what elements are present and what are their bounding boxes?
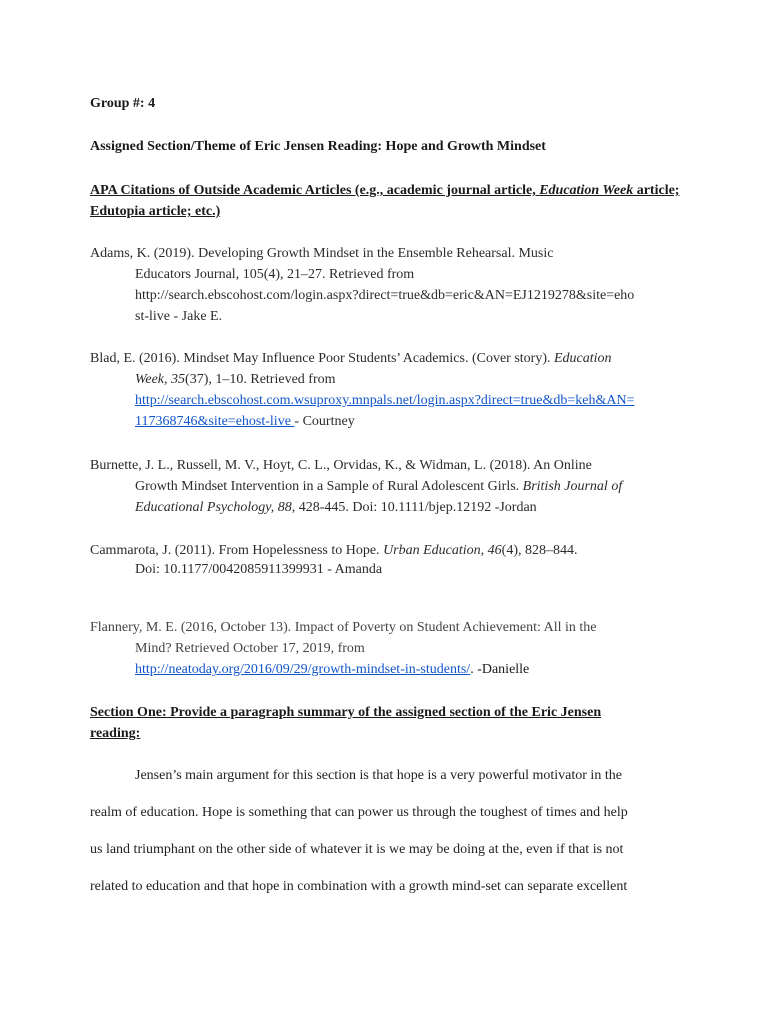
- citation-line: Flannery, M. E. (2016, October 13). Impact of Poverty on Student Achievement: All in the: [90, 620, 597, 635]
- citation-flannery: Flannery, M. E. (2016, October 13). Impact of Poverty on Student Achievement: All in the Mind? Retrieved October 17, 2019, from http://neatoday.org/2016/09/29/growth-mindset-in-students/. -Danielle: [90, 617, 680, 680]
- citation-line: Mind? Retrieved October 17, 2019, from: [135, 641, 365, 656]
- citation-line: Educators Journal, 105(4), 21–27. Retrieved from: [135, 267, 415, 282]
- citation-blad: Blad, E. (2016). Mindset May Influence Poor Students’ Academics. (Cover story). Education Week, 35(37), 1–10. Retrieved from http://search.ebscohost.com.wsuproxy.mnpals.net/login.aspx?direct=true&db=keh&AN= 117368746&site=ehost-live - Courtney: [90, 351, 635, 429]
- citation-line: st-live - Jake E.: [135, 309, 223, 324]
- citation-line: Adams, K. (2019). Developing Growth Mindset in the Ensemble Rehearsal. Music: [90, 246, 554, 261]
- flannery-link[interactable]: http://neatoday.org/2016/09/29/growth-mindset-in-students/: [135, 662, 471, 677]
- summary-paragraph: Jensen’s main argument for this section is that hope is a very powerful motivator in the realm of education. Hope is something that can power us through the toughest of times and help us land triumphant on the other side of whatever it is we may be doing at the, even if that is not related to education and that hope in combination with a growth mind-set can separate excellent: [90, 768, 628, 894]
- section-one-heading: Section One: Provide a paragraph summary of the assigned section of the Eric Jensen reading:: [90, 705, 602, 741]
- blad-link[interactable]: http://search.ebscohost.com.wsuproxy.mnpals.net/login.aspx?direct=true&db=keh&AN=: [135, 393, 635, 408]
- group-number: Group #: 4: [90, 96, 156, 111]
- citation-line: Doi: 10.1177/0042085911399931 - Amanda: [135, 562, 383, 577]
- citation-line: Burnette, J. L., Russell, M. V., Hoyt, C. L., Orvidas, K., & Widman, L. (2018). An Online: [90, 458, 592, 473]
- citation-burnette: Burnette, J. L., Russell, M. V., Hoyt, C. L., Orvidas, K., & Widman, L. (2018). An Online Growth Mindset Intervention in a Sample of Rural Adolescent Girls. British Journal of Educational Psychology, 88, 428-445. Doi: 10.1111/bjep.12192 -Jordan: [90, 455, 680, 518]
- assigned-theme: Assigned Section/Theme of Eric Jensen Reading: Hope and Growth Mindset: [90, 139, 546, 154]
- blad-link-continued[interactable]: 117368746&site=ehost-live: [135, 414, 295, 429]
- citation-adams: [90, 243, 680, 327]
- apa-heading: APA Citations of Outside Academic Articles (e.g., academic journal article, Education Week article; Edutopia article; etc.): [90, 183, 680, 219]
- citation-url: http://search.ebscohost.com/login.aspx?direct=true&db=eric&AN=EJ1219278&site=eho: [135, 288, 635, 303]
- citation-cammarota: Cammarota, J. (2011). From Hopelessness to Hope. Urban Education, 46(4), 828–844. Doi: 10.1177/0042085911399931 - Amanda: [90, 540, 680, 578]
